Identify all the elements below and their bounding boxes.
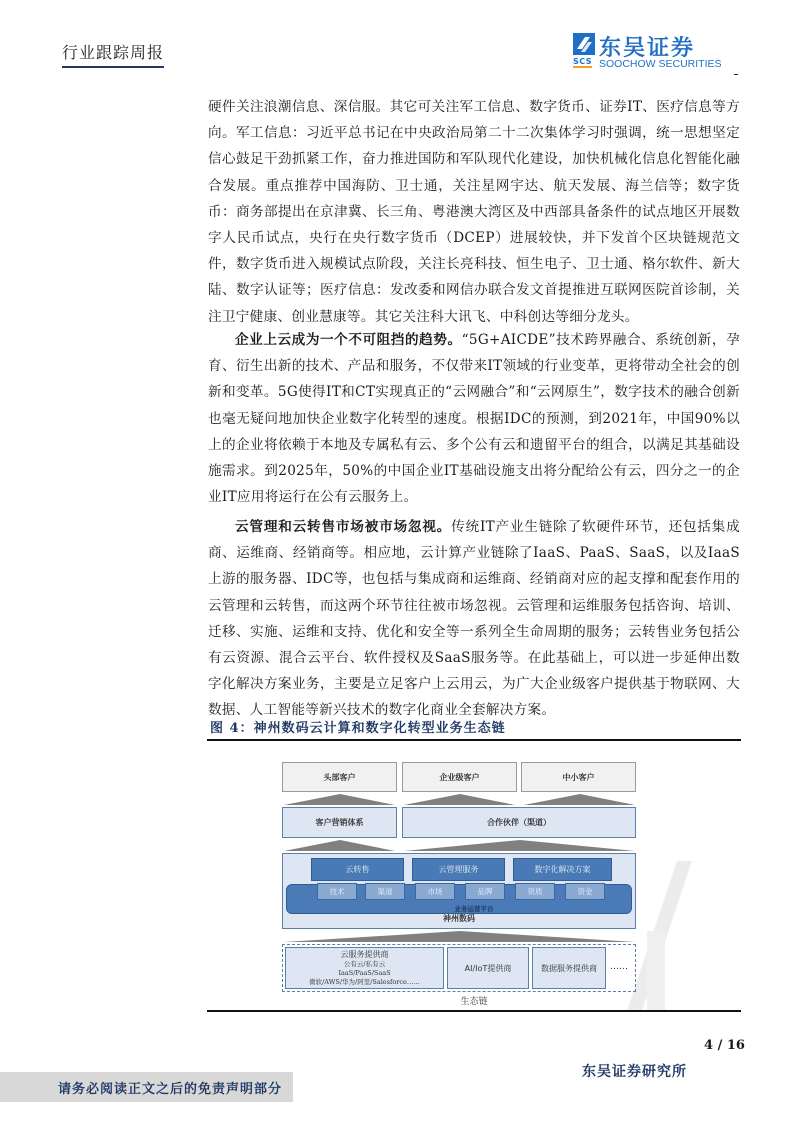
cloud-providers — [285, 947, 444, 989]
capability-capital: 资金 — [565, 883, 605, 900]
capability-channel: 渠道 — [365, 883, 405, 900]
paragraph-1: 硬件关注浪潮信息、深信服。其它可关注军工信息、数字货币、证券IT、医疗信息等方向。军工信息：习近平总书记在中央政治局第二十二次集体学习时强调，统一思想坚定信心鼓足干劲抓紧工作，奋力推进国防和军队现代化建设，加快机械化信息化智能化融合发展。重点推荐中国海防、卫士通，关注星网宇达、航天发展、海兰信等；数字货币：商务部提出在京津冀、长三角、粤港澳大湾区及中西部具备条件的试点地区开展数字人民币试点，央行在央行数字货币（DCEP）进展较快，并下发首个区块链规范文件，数字货币进入规模试点阶段，关注长亮科技、恒生电子、卫士通、格尔软件、新大陆、数字认证等；医疗信息：发改委和网信办联合发文首提推进互联网医院首诊制，关注卫宁健康、创业慧康等。其它关注科大讯飞、中科创达等细分龙头。 — [208, 99, 740, 325]
customer-enterprise: 企业级客户 — [402, 762, 517, 792]
service-cloud-management: 云管理服务 — [412, 858, 505, 881]
capability-tech: 技术 — [317, 883, 357, 900]
company-name: 神州数码 — [443, 914, 475, 923]
customer-head: 头部客户 — [282, 762, 397, 792]
figure-title: 图 4：神州数码云计算和数字化转型业务生态链 — [210, 721, 506, 736]
ecosystem-label: 生态链 — [460, 997, 488, 1007]
ai-iot-providers: AI/IoT提供商 — [447, 947, 529, 989]
paragraph-3 — [208, 514, 740, 724]
paragraph-2 — [208, 327, 740, 510]
cloud-providers-title: 云服务提供商 — [340, 950, 389, 959]
cloud-providers-line-1: 公有云/私有云 — [343, 960, 386, 968]
partners-channel: 合作伙伴（渠道） — [402, 807, 636, 838]
cloud-providers-line-3: 微软/AWS/华为/阿里/Salesforce…… — [309, 978, 420, 986]
arrow-up-icon — [282, 839, 637, 852]
disclaimer-text: 请务必阅读正文之后的免责声明部分 — [57, 1081, 282, 1097]
customer-sme: 中小客户 — [521, 762, 636, 792]
page-number: 4 / 16 — [704, 1038, 745, 1053]
more-providers: …… — [610, 962, 628, 972]
capability-brand: 品牌 — [465, 883, 505, 900]
logo-english-name: SOOCHOW SECURITIES — [599, 58, 722, 70]
company-logo — [573, 33, 738, 73]
research-institute: 东吴证券研究所 — [582, 1064, 687, 1080]
platform-label: 业务运营平台 — [454, 905, 494, 913]
disclaimer-banner — [0, 1072, 293, 1102]
header-mark — [734, 74, 738, 75]
capability-qualification: 资质 — [515, 883, 555, 900]
logo-abbr: SCS — [573, 57, 593, 66]
paragraph-3-text: 传统IT产业生链除了软硬件环节，还包括集成商、运维商、经销商等。相应地，云计算产业链除了IaaS、PaaS、SaaS，以及IaaS上游的服务器、IDC等，也包括与集成商和运维商、经销商对应的起支撑和配套作用的云管理和云转售，而这两个环节往往被市场忽视。云管理和运维服务包括咨询、培训、迁移、实施、运维和支持、优化和安全等一系列全生命周期的服务；云转售业务包括公有云资源、混合云平台、软件授权及SaaS服务等。在此基础上，可以进一步延伸出数字化解决方案业务，主要是立足客户上云用云，为广大企业级客户提供基于物联网、大数据、人工智能等新兴技术的数字化商业全套解决方案。 — [208, 519, 740, 719]
figure-bottom-rule — [207, 1010, 741, 1012]
paragraph-2-text: “5G+AICDE”技术跨界融合、系统创新，孕育、衍生出新的技术、产品和服务，不仅带来IT领域的行业变革，更将带动全社会的创新和变革。5G使得IT和CT实现真正的“云网融合”和“云网原生”，数字技术的融合创新也毫无疑问地加快企业数字化转型的速度。根据IDC的预测，到2021年，中国90%以上的企业将依赖于本地及专属私有云、多个公有云和遗留平台的组合，以满足其基础设施需求。到2025年，50%的中国企业IT基础设施支出将分配给公有云，四分之一的企业IT应用将运行在公有云服务上。 — [208, 332, 740, 506]
service-resale: 云转售 — [311, 858, 404, 881]
data-service-providers: 数据服务提供商 — [532, 947, 606, 989]
cloud-providers-line-2: IaaS/PaaS/SaaS — [338, 969, 391, 977]
ecosystem-diagram — [207, 741, 741, 1009]
paragraph-3-lead: 云管理和云转售市场被市场忽视。 — [235, 519, 452, 535]
service-digital-solutions: 数字化解决方案 — [513, 858, 612, 881]
logo-chinese-name: 东吴证券 — [599, 36, 696, 61]
marketing-system: 客户营销体系 — [282, 807, 397, 838]
paragraph-2-lead: 企业上云成为一个不可阻挡的趋势。 — [235, 332, 462, 348]
capability-market: 市场 — [415, 883, 455, 900]
arrow-up-icon — [282, 930, 637, 943]
arrow-up-icon — [282, 793, 637, 806]
scs-logo-icon — [573, 33, 595, 55]
report-type-title: 行业跟踪周报 — [62, 40, 164, 68]
